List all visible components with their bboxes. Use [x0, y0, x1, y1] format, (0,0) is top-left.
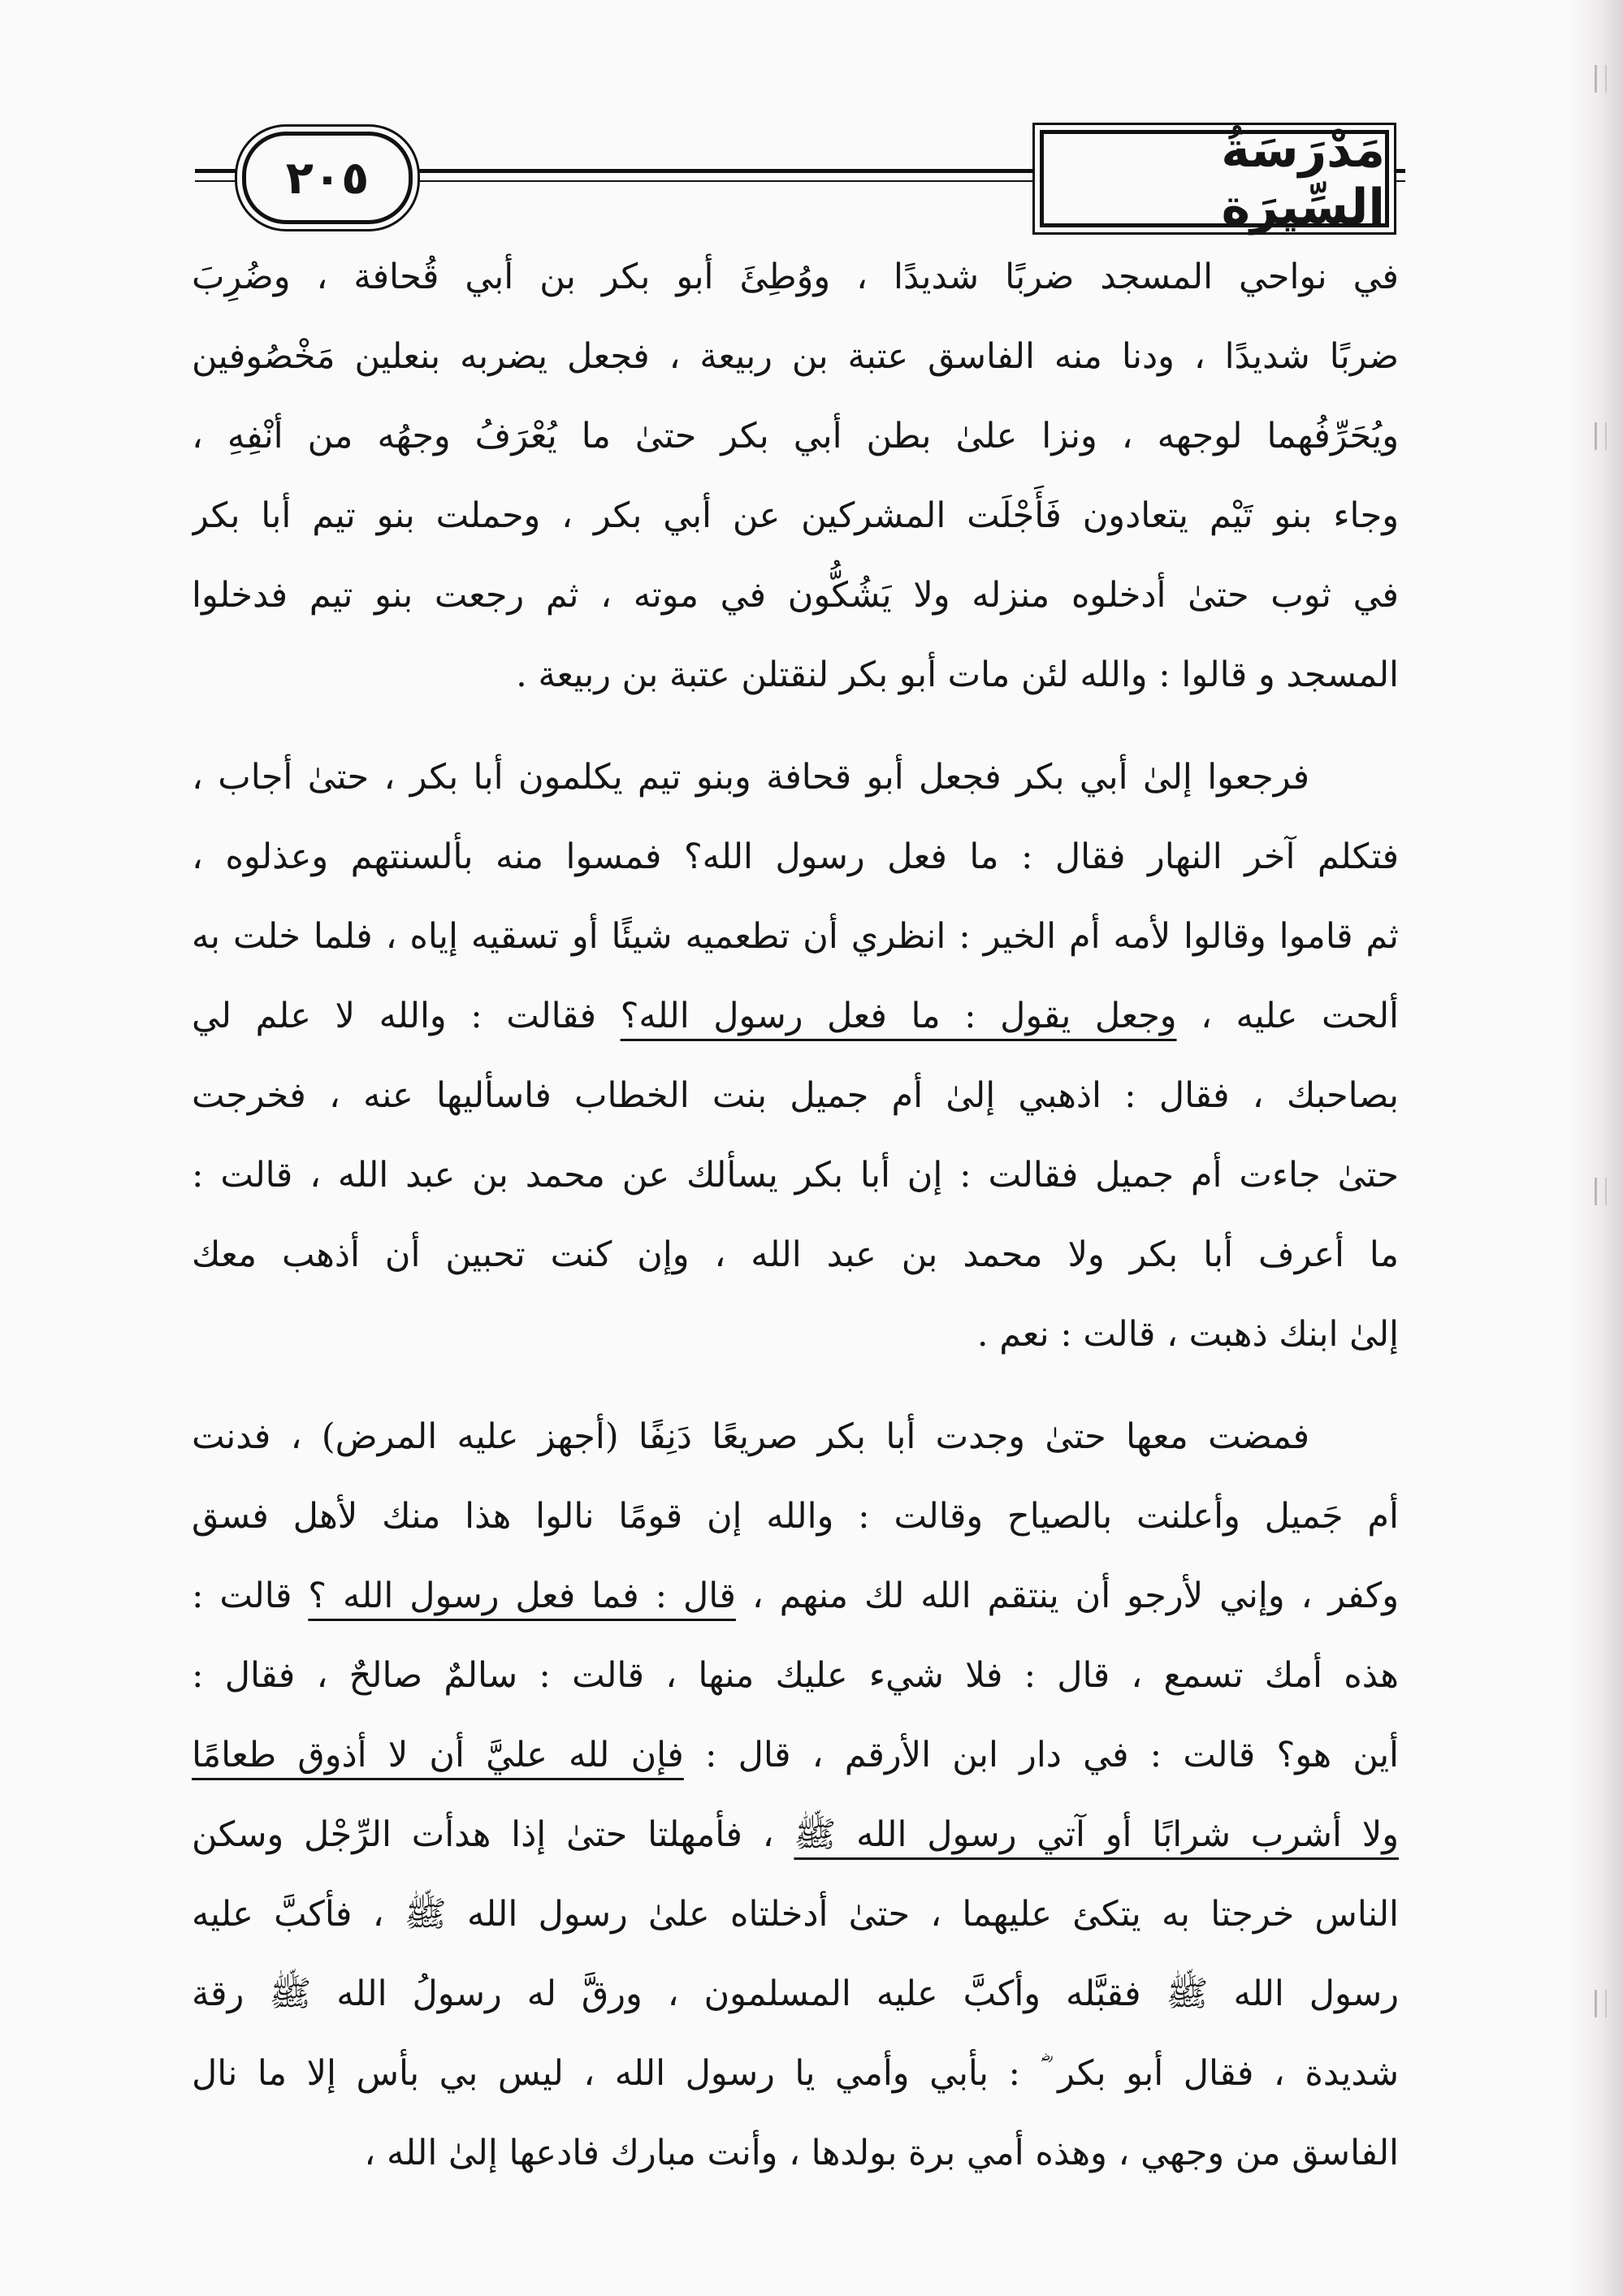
staple-mark [1595, 422, 1607, 450]
text-line [192, 976, 1399, 1056]
text-segment: حتىٰ جاءت أم جميل فقالت : إن أبا بكر يسألك عن محمد بن عبد الله ، قالت : [192, 1155, 1399, 1196]
text-line [192, 396, 1399, 476]
text-line [192, 1556, 1399, 1636]
text-line [192, 1397, 1399, 1477]
text-segment: فمضت معها حتىٰ وجدت أبا بكر صريعًا دَنِفًا (أجهز عليه المرض) ، فدنت [192, 1416, 1309, 1457]
text-segment: الفاسق من وجهي ، وهذه أمي برة بولدها ، وأنت مبارك فادعها إلىٰ الله ، [364, 2133, 1399, 2173]
staple-mark [1595, 1990, 1607, 2017]
text-paragraph [192, 1397, 1399, 2193]
text-segment: ثم قاموا وقالوا لأمه أم الخير : انظري أن تطعميه شيئًا أو تسقيه إياه ، فلما خلت به [192, 916, 1399, 957]
text-segment: فرجعوا إلىٰ أبي بكر فجعل أبو قحافة وبنو تيم يكلمون أبا بكر ، حتىٰ أجاب ، [192, 757, 1309, 798]
text-line [192, 635, 1399, 715]
text-segment: شديدة ، فقال أبو بكر ؓ : بأبي وأمي يا رسول الله ، ليس بي بأس إلا ما نال [192, 2053, 1399, 2094]
text-line [192, 1636, 1399, 1715]
text-segment: ، فأمهلتا حتىٰ إذا هدأت الرِّجْل وسكن [192, 1814, 794, 1855]
text-segment: قالت : [192, 1576, 309, 1616]
page-spine-shadow [1566, 0, 1623, 2296]
text-line [192, 2113, 1399, 2193]
text-line [192, 1215, 1399, 1295]
text-line [192, 817, 1399, 897]
text-line [192, 1135, 1399, 1215]
text-line [192, 1954, 1399, 2034]
text-segment: ضربًا شديدًا ، ودنا منه الفاسق عتبة بن ربيعة ، فجعل يضربه بنعلين مَخْصُوفين [192, 336, 1399, 377]
text-line [192, 1056, 1399, 1135]
text-segment: أين هو؟ قالت : في دار ابن الأرقم ، قال : [683, 1735, 1399, 1775]
text-segment: أم جَميل وأعلنت بالصياح وقالت : والله إن قومًا نالوا هذا منك لأهل فسق [192, 1496, 1399, 1537]
staple-mark [1595, 1178, 1607, 1205]
text-segment: ألحت عليه ، [1176, 996, 1399, 1036]
text-segment: وجاء بنو تَيْم يتعادون فَأَجْلَت المشركين عن أبي بكر ، وحملت بنو تيم أبا بكر [192, 495, 1399, 536]
text-paragraph [192, 737, 1399, 1374]
text-segment: بصاحبك ، فقال : اذهبي إلىٰ أم جميل بنت الخطاب فاسأليها عنه ، فخرجت [192, 1075, 1399, 1116]
text-segment: فتكلم آخر النهار فقال : ما فعل رسول الله؟ فمسوا منه بألسنتهم وعذلوه ، [192, 837, 1399, 877]
page-header [195, 122, 1405, 236]
text-segment: الناس خرجتا به يتكئ عليهما ، حتىٰ أدخلتاه علىٰ رسول الله ﷺ ، فأكبَّ عليه [192, 1894, 1399, 1935]
book-title: مَدْرَسَةُ السِّيرَة [1040, 130, 1389, 227]
text-line [192, 1874, 1399, 1954]
underlined-phrase: ولا أشرب شرابًا أو آتي رسول الله ﷺ [794, 1814, 1399, 1855]
text-segment: في نواحي المسجد ضربًا شديدًا ، ووُطِئَ أبو بكر بن أبي قُحافة ، وضُرِبَ [192, 257, 1399, 297]
staple-mark [1595, 65, 1607, 93]
text-segment: في ثوب حتىٰ أدخلوه منزله ولا يَشُكُّون في موته ، ثم رجعت بنو تيم فدخلوا [192, 575, 1399, 616]
text-line [192, 1795, 1399, 1874]
text-paragraph [192, 237, 1399, 715]
text-line [192, 237, 1399, 317]
text-segment: ويُحَرِّفُهما لوجهه ، ونزا علىٰ بطن أبي بكر حتىٰ ما يُعْرَفُ وجهُه من أنْفِهِ ، [192, 416, 1399, 456]
text-line [192, 2034, 1399, 2113]
underlined-phrase: فإن لله عليَّ أن لا أذوق طعامًا [192, 1735, 684, 1775]
text-segment: ما أعرف أبا بكر ولا محمد بن عبد الله ، وإن كنت تحبين أن أذهب معك [192, 1234, 1399, 1275]
page-number: ٢٠٥ [242, 132, 413, 224]
text-segment: إلىٰ ابنك ذهبت ، قالت : نعم . [976, 1314, 1399, 1355]
text-line [192, 737, 1399, 817]
text-segment: رسول الله ﷺ فقبَّله وأكبَّ عليه المسلمون ، ورقَّ له رسولُ الله ﷺ رقة [192, 1974, 1399, 2014]
text-line [192, 897, 1399, 976]
text-line [192, 556, 1399, 635]
text-line [192, 1715, 1399, 1795]
text-line [192, 476, 1399, 556]
text-line [192, 1295, 1399, 1374]
text-segment: وكفر ، وإني لأرجو أن ينتقم الله لك منهم ، [735, 1576, 1399, 1616]
text-segment: فقالت : والله لا علم لي [192, 996, 621, 1036]
text-segment: المسجد و قالوا : والله لئن مات أبو بكر لنقتلن عتبة بن ربيعة . [516, 655, 1399, 695]
underlined-phrase: قال : فما فعل رسول الله ؟ [308, 1576, 736, 1616]
text-line [192, 317, 1399, 396]
page-body [192, 237, 1399, 2193]
underlined-phrase: وجعل يقول : ما فعل رسول الله؟ [620, 996, 1177, 1036]
text-segment: هذه أمك تسمع ، قال : فلا شيء عليك منها ، قالت : سالمٌ صالحٌ ، فقال : [192, 1655, 1399, 1696]
text-line [192, 1477, 1399, 1556]
